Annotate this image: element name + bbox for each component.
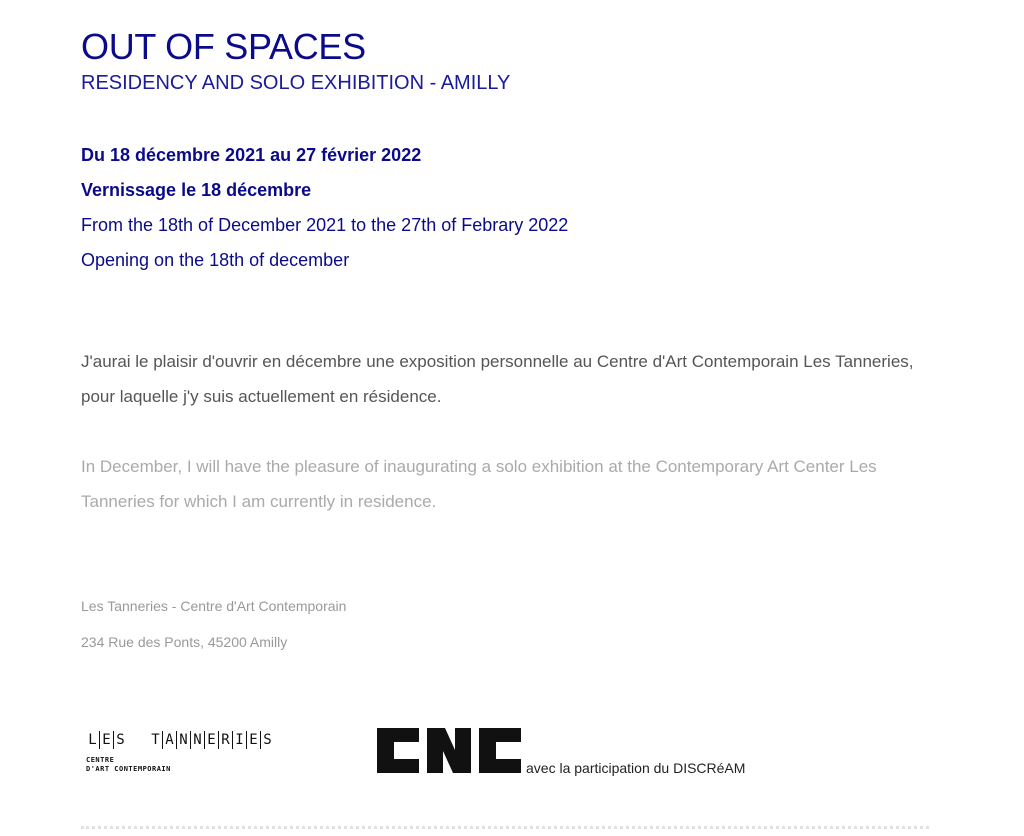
description-en: In December, I will have the pleasure of inaugurating a solo exhibition at the Contemporary Art Center Les Tanneries for which I am currently in residence.	[81, 457, 877, 511]
description-fr: J'aurai le plaisir d'ouvrir en décembre une exposition personnelle au Centre d'Art Contemporain Les Tanneries, pour laquelle j'y suis actuellement en résidence.	[81, 352, 914, 406]
venue-address: 234 Rue des Ponts, 45200 Amilly	[81, 634, 288, 650]
cnc-logo	[375, 728, 523, 773]
logo-letter: E	[205, 731, 219, 749]
logo-letter: A	[163, 731, 177, 749]
opening-en: Opening on the 18th of december	[81, 250, 350, 270]
venue-info	[81, 596, 346, 668]
logo-letter: L	[86, 731, 100, 749]
page-subtitle: RESIDENCY AND SOLO EXHIBITION - AMILLY	[81, 72, 511, 94]
logo-letter: N	[191, 731, 205, 749]
logo-letter: S	[263, 732, 272, 748]
logo-word-les	[86, 731, 127, 749]
logo-word-tanneries	[149, 731, 274, 749]
footer-divider	[81, 826, 929, 829]
les-tanneries-logo	[86, 728, 326, 778]
logo-letter: T	[149, 731, 163, 749]
date-range-en: From the 18th of December 2021 to the 27th of Febrary 2022	[81, 215, 569, 235]
logo-sub-centre: CENTRE	[86, 756, 115, 764]
logo-letter: S	[116, 732, 125, 748]
exhibition-dates	[81, 143, 568, 283]
date-range-fr: Du 18 décembre 2021 au 27 février 2022	[81, 145, 422, 165]
logo-letter: E	[100, 731, 114, 749]
logo-letter: R	[219, 731, 233, 749]
logo-sub-art: D'ART CONTEMPORAIN	[86, 765, 171, 773]
venue-name: Les Tanneries - Centre d'Art Contemporain	[81, 598, 347, 614]
cnc-caption: avec la participation du DISCRéAM	[526, 760, 746, 776]
logo-letter: N	[177, 731, 191, 749]
opening-fr: Vernissage le 18 décembre	[81, 180, 312, 200]
page-title: OUT OF SPACES	[81, 26, 366, 67]
logo-letter: E	[247, 731, 261, 749]
logo-letter: I	[233, 731, 247, 749]
